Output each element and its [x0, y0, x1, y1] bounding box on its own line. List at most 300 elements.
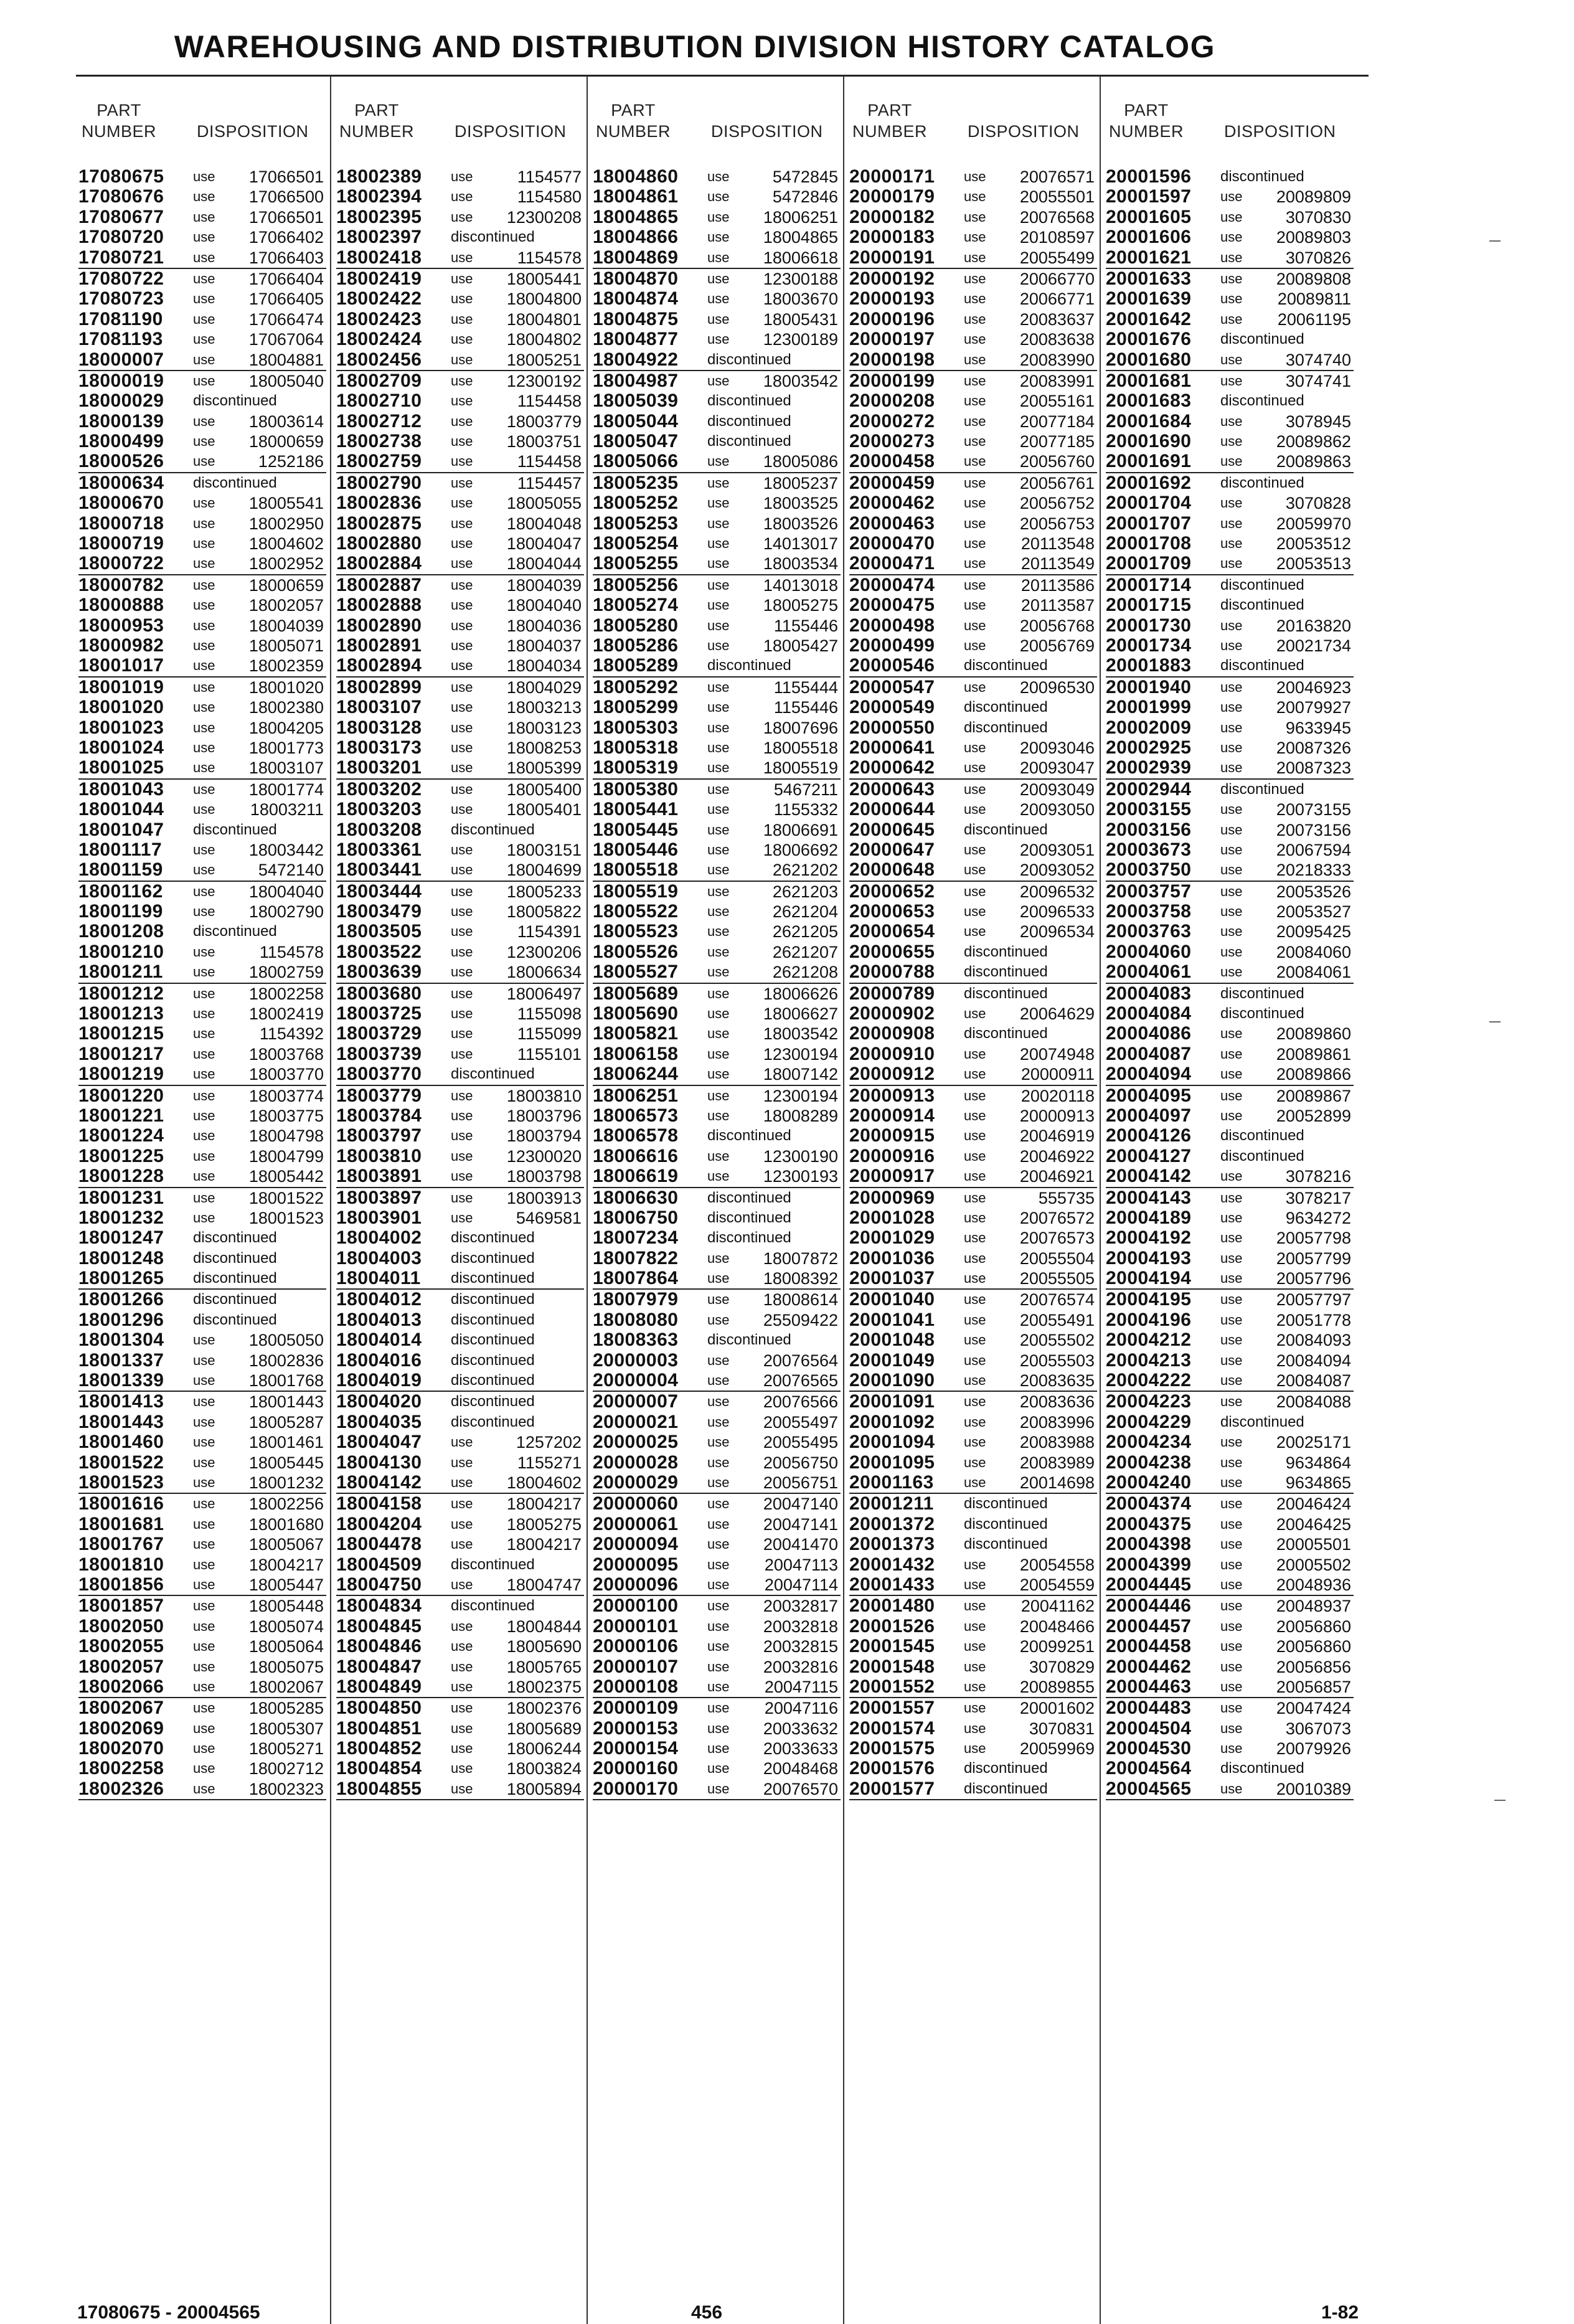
use-label: use [193, 597, 215, 613]
catalog-row [336, 1392, 584, 1412]
part-number: 18001159 [78, 859, 163, 881]
replacement-part-number: 20053512 [1276, 534, 1351, 554]
part-number: 18000029 [78, 390, 164, 412]
replacement-part-number: 3078216 [1285, 1167, 1351, 1186]
use-label: use [964, 1475, 986, 1490]
catalog-row [593, 1208, 841, 1228]
part-number: 18004854 [336, 1758, 422, 1779]
catalog-row [1106, 942, 1354, 962]
replacement-part-number: 3070828 [1285, 494, 1351, 513]
use-label: use [964, 1128, 986, 1144]
part-number: 20000459 [849, 472, 935, 493]
catalog-row [593, 697, 841, 717]
replacement-part-number: 20055501 [1019, 187, 1095, 207]
use-label: use [707, 475, 730, 491]
part-number: 18004012 [336, 1289, 422, 1310]
use-label: use [707, 495, 730, 511]
disposition-header: DISPOSITION [1224, 122, 1336, 141]
use-label: use [707, 679, 730, 695]
part-number: 20001940 [1106, 676, 1192, 697]
use-label: use [707, 883, 730, 899]
replacement-part-number: 20048936 [1276, 1575, 1351, 1594]
catalog-row [1106, 534, 1354, 554]
replacement-part-number: 18001232 [248, 1473, 324, 1492]
part-number: 20000193 [849, 288, 935, 309]
part-number: 18004509 [336, 1554, 422, 1575]
catalog-row [849, 738, 1097, 758]
catalog-row [593, 1004, 841, 1024]
part-number: 18002887 [336, 574, 422, 595]
part-number: 18007979 [593, 1289, 679, 1310]
part-number: 20000029 [593, 1472, 679, 1493]
use-label: use [964, 249, 986, 265]
use-label: use [193, 883, 215, 899]
replacement-part-number: 20093047 [1019, 758, 1095, 778]
part-number: 18004852 [336, 1738, 422, 1759]
part-number: 17080722 [78, 268, 164, 289]
use-label: use [451, 904, 473, 920]
part-number: 18004047 [336, 1432, 422, 1453]
use-label: use [707, 964, 730, 980]
part-number: 18001443 [78, 1411, 164, 1432]
replacement-part-number: 18005251 [506, 350, 582, 369]
disposition-discontinued: discontinued [964, 699, 1048, 716]
replacement-part-number: 20076564 [763, 1351, 838, 1370]
use-label: use [707, 1434, 730, 1450]
part-number: 18001523 [78, 1472, 164, 1493]
use-label: use [193, 719, 215, 735]
part-number: 18004020 [336, 1391, 422, 1412]
replacement-part-number: 18004799 [248, 1146, 324, 1166]
catalog-row [593, 1330, 841, 1350]
replacement-part-number: 20047140 [763, 1495, 838, 1514]
part-number: 20001692 [1106, 472, 1192, 493]
catalog-row [849, 1412, 1097, 1432]
part-number: 17080676 [78, 186, 164, 207]
catalog-row [849, 167, 1097, 187]
use-label: use [193, 1678, 215, 1694]
part-number: 20001094 [849, 1432, 935, 1453]
catalog-row [336, 1617, 584, 1637]
use-label: use [964, 1678, 986, 1694]
part-number: 18004014 [336, 1330, 422, 1351]
catalog-row [336, 575, 584, 595]
disposition-discontinued: discontinued [193, 1249, 277, 1267]
use-label: use [964, 923, 986, 940]
use-label: use [451, 577, 473, 593]
catalog-row [1106, 1392, 1354, 1412]
catalog-row [1106, 1759, 1354, 1778]
column-separator [1100, 76, 1101, 2324]
catalog-row [1106, 1208, 1354, 1228]
catalog-row [1106, 248, 1354, 269]
replacement-part-number: 18005275 [506, 1514, 582, 1534]
catalog-row [849, 1617, 1097, 1637]
catalog-row [78, 902, 326, 922]
catalog-row [1106, 860, 1354, 881]
replacement-part-number: 20089862 [1276, 432, 1351, 451]
part-number: 20001545 [849, 1636, 935, 1657]
use-label: use [964, 781, 986, 797]
catalog-row [849, 1657, 1097, 1677]
use-label: use [193, 1332, 215, 1348]
catalog-row [78, 391, 326, 411]
replacement-part-number: 18002323 [248, 1779, 324, 1798]
part-number: 18001024 [78, 737, 164, 758]
use-label: use [451, 331, 473, 347]
catalog-row [849, 678, 1097, 697]
catalog-row [336, 616, 584, 636]
replacement-part-number: 20089808 [1276, 269, 1351, 288]
part-number: 18001221 [78, 1105, 164, 1126]
catalog-row [78, 1473, 326, 1494]
use-label: use [451, 372, 473, 389]
use-label: use [1220, 189, 1243, 205]
replacement-part-number: 20053513 [1276, 554, 1351, 574]
use-label: use [1220, 1434, 1243, 1450]
part-number: 20001090 [849, 1370, 935, 1391]
use-label: use [1220, 964, 1243, 980]
catalog-row [593, 1596, 841, 1616]
disposition-discontinued: discontinued [964, 1515, 1048, 1533]
use-label: use [193, 862, 215, 878]
use-label: use [707, 577, 730, 593]
part-number: 18002456 [336, 349, 422, 370]
replacement-part-number: 18003151 [506, 840, 582, 859]
catalog-row [593, 1392, 841, 1412]
replacement-part-number: 18008392 [763, 1269, 838, 1288]
use-label: use [451, 699, 473, 716]
catalog-row [593, 1351, 841, 1371]
use-label: use [451, 862, 473, 878]
part-number: 18001413 [78, 1391, 164, 1412]
number-header: NUMBER [852, 122, 927, 141]
catalog-row [593, 1290, 841, 1310]
catalog-row [1106, 432, 1354, 451]
part-number: 18002419 [336, 268, 422, 289]
catalog-row [593, 391, 841, 411]
catalog-row [849, 493, 1097, 513]
catalog-row [336, 1412, 584, 1432]
use-label: use [707, 1292, 730, 1308]
use-label: use [707, 1372, 730, 1389]
replacement-part-number: 18003526 [763, 514, 838, 533]
catalog-column [78, 167, 326, 1800]
use-label: use [1220, 862, 1243, 878]
replacement-part-number: 20020118 [1020, 1086, 1095, 1105]
replacement-part-number: 20051778 [1276, 1310, 1351, 1330]
use-label: use [707, 1700, 730, 1716]
use-label: use [451, 841, 473, 857]
catalog-row [336, 1534, 584, 1554]
replacement-part-number: 1155098 [517, 1004, 582, 1024]
replacement-part-number: 20099251 [1019, 1637, 1095, 1656]
replacement-part-number: 20032815 [763, 1637, 838, 1656]
catalog-row [336, 432, 584, 451]
catalog-row [593, 1719, 841, 1739]
catalog-row [1106, 1290, 1354, 1310]
use-label: use [451, 1209, 473, 1226]
use-label: use [1220, 1780, 1243, 1797]
part-number: 18002397 [336, 227, 422, 248]
replacement-part-number: 20073156 [1276, 820, 1351, 839]
catalog-row [336, 269, 584, 289]
catalog-row [336, 1290, 584, 1310]
replacement-part-number: 20000911 [1020, 1065, 1095, 1084]
replacement-part-number: 20056769 [1019, 636, 1095, 655]
replacement-part-number: 20113549 [1020, 554, 1095, 574]
catalog-row [849, 800, 1097, 820]
replacement-part-number: 20084094 [1276, 1351, 1351, 1370]
replacement-part-number: 18005822 [506, 902, 582, 922]
use-label: use [1220, 453, 1243, 470]
catalog-row [78, 1208, 326, 1228]
part-number: 20001708 [1106, 533, 1192, 554]
catalog-row [849, 882, 1097, 902]
replacement-part-number: 20059969 [1019, 1739, 1095, 1759]
replacement-part-number: 18004801 [506, 309, 582, 329]
use-label: use [193, 1598, 215, 1614]
part-number: 20001037 [849, 1268, 935, 1289]
catalog-row [336, 882, 584, 902]
part-number: 20004213 [1106, 1349, 1192, 1371]
catalog-row [849, 1514, 1097, 1534]
catalog-row [1106, 1657, 1354, 1677]
catalog-row [78, 616, 326, 636]
catalog-row [78, 800, 326, 820]
replacement-part-number: 18005442 [248, 1167, 324, 1186]
catalog-row [336, 1351, 584, 1371]
use-label: use [707, 739, 730, 755]
part-number: 18002891 [336, 635, 422, 656]
catalog-row [1106, 1004, 1354, 1024]
catalog-row [1106, 1514, 1354, 1534]
use-label: use [451, 985, 473, 1001]
replacement-part-number: 18004798 [248, 1127, 324, 1146]
catalog-row [849, 942, 1097, 962]
replacement-part-number: 20057797 [1276, 1290, 1351, 1310]
part-number: 20000101 [593, 1615, 679, 1637]
replacement-part-number: 20087326 [1276, 738, 1351, 757]
part-number: 18003770 [336, 1064, 422, 1085]
use-label: use [1220, 1230, 1243, 1246]
part-number: 18002423 [336, 308, 422, 329]
part-number: 18005066 [593, 451, 679, 472]
disposition-discontinued: discontinued [1220, 597, 1304, 614]
replacement-part-number: 18004802 [506, 330, 582, 349]
replacement-part-number: 20084061 [1276, 963, 1351, 982]
use-label: use [1220, 923, 1243, 940]
part-number: 20000179 [849, 186, 935, 207]
catalog-row [336, 1188, 584, 1208]
part-number: 20004445 [1106, 1574, 1192, 1595]
part-number: 20000463 [849, 513, 935, 534]
catalog-row [336, 207, 584, 227]
replacement-part-number: 18002836 [248, 1351, 324, 1370]
use-label: use [707, 904, 730, 920]
use-label: use [964, 1046, 986, 1062]
part-number: 18001232 [78, 1207, 164, 1228]
use-label: use [193, 1414, 215, 1430]
part-number: 20001730 [1106, 615, 1192, 636]
replacement-part-number: 20054559 [1019, 1575, 1095, 1594]
part-number: 20000917 [849, 1166, 935, 1187]
disposition-discontinued: discontinued [451, 1291, 535, 1308]
use-label: use [193, 1107, 215, 1123]
part-number: 20001526 [849, 1615, 935, 1637]
part-number: 20004374 [1106, 1493, 1192, 1514]
part-number: 18000634 [78, 472, 164, 493]
use-label: use [451, 1026, 473, 1042]
replacement-part-number: 20055497 [763, 1412, 838, 1432]
use-label: use [451, 679, 473, 695]
part-number: 20000154 [593, 1738, 679, 1759]
part-number: 18004851 [336, 1717, 422, 1739]
catalog-row [593, 1371, 841, 1392]
use-label: use [1220, 841, 1243, 857]
catalog-row [593, 1657, 841, 1677]
part-number: 20000644 [849, 799, 935, 820]
use-label: use [964, 1189, 986, 1206]
replacement-part-number: 1155332 [773, 800, 838, 820]
use-label: use [964, 331, 986, 347]
page-title: WAREHOUSING AND DISTRIBUTION DIVISION HISTORY CATALOG [174, 29, 1216, 64]
part-number: 18002418 [336, 247, 422, 268]
replacement-part-number: 20089809 [1276, 187, 1351, 207]
replacement-part-number: 20076572 [1019, 1208, 1095, 1227]
replacement-part-number: 18000659 [248, 575, 324, 595]
replacement-part-number: 2621203 [772, 882, 838, 901]
replacement-part-number: 5472140 [258, 861, 324, 880]
catalog-row [849, 1453, 1097, 1473]
use-label: use [707, 719, 730, 735]
disposition-discontinued: discontinued [193, 821, 277, 838]
catalog-row [1106, 1617, 1354, 1637]
catalog-row [78, 1146, 326, 1166]
number-header: NUMBER [595, 122, 671, 141]
replacement-part-number: 18006691 [763, 820, 838, 839]
replacement-part-number: 17066500 [248, 187, 324, 207]
catalog-row [336, 1575, 584, 1596]
catalog-row [593, 329, 841, 349]
part-number: 18001224 [78, 1125, 164, 1146]
use-label: use [964, 1352, 986, 1368]
replacement-part-number: 20033632 [763, 1719, 838, 1738]
catalog-row [336, 962, 584, 983]
use-label: use [707, 1394, 730, 1410]
use-label: use [707, 536, 730, 552]
catalog-row [1106, 1432, 1354, 1452]
use-label: use [964, 169, 986, 184]
replacement-part-number: 5472845 [772, 168, 838, 186]
use-label: use [964, 515, 986, 531]
replacement-part-number: 1155446 [773, 698, 838, 717]
disposition-discontinued: discontinued [964, 821, 1048, 838]
replacement-part-number: 20084088 [1276, 1392, 1351, 1412]
catalog-row [849, 371, 1097, 391]
use-label: use [1220, 515, 1243, 531]
catalog-row [1106, 329, 1354, 349]
replacement-part-number: 12300020 [506, 1146, 582, 1166]
catalog-row [849, 1637, 1097, 1656]
part-number: 18002875 [336, 513, 422, 534]
use-label: use [1220, 1352, 1243, 1368]
footer-range: 17080675 - 20004565 [77, 2302, 260, 2323]
replacement-part-number: 20093052 [1019, 861, 1095, 880]
use-label: use [193, 372, 215, 389]
disposition-discontinued: discontinued [1220, 1147, 1304, 1164]
part-number: 20001040 [849, 1289, 935, 1310]
catalog-row [593, 514, 841, 534]
replacement-part-number: 3067073 [1285, 1719, 1351, 1738]
catalog-row [336, 1432, 584, 1452]
replacement-part-number: 20041162 [1020, 1597, 1095, 1616]
part-number: 18001681 [78, 1513, 164, 1534]
use-label: use [1220, 1536, 1243, 1552]
catalog-row [593, 800, 841, 820]
catalog-row [593, 1432, 841, 1452]
part-number: 18003901 [336, 1207, 422, 1228]
catalog-row [1106, 984, 1354, 1004]
replacement-part-number: 12300189 [763, 330, 838, 349]
use-label: use [193, 1434, 215, 1450]
catalog-row [593, 167, 841, 187]
use-label: use [707, 1536, 730, 1552]
catalog-row [336, 758, 584, 779]
replacement-part-number: 20046424 [1276, 1495, 1351, 1514]
replacement-part-number: 18004217 [506, 1535, 582, 1554]
replacement-part-number: 20053527 [1276, 902, 1351, 922]
catalog-row [849, 473, 1097, 493]
replacement-part-number: 18003442 [248, 840, 324, 859]
replacement-part-number: 20052899 [1276, 1106, 1351, 1125]
part-number: 18004860 [593, 166, 679, 187]
replacement-part-number: 18005448 [248, 1597, 324, 1616]
part-number: 20000653 [849, 901, 935, 922]
disposition-discontinued: discontinued [964, 1536, 1048, 1553]
part-number: 18003479 [336, 901, 422, 922]
replacement-part-number: 18005441 [506, 269, 582, 288]
catalog-row [849, 656, 1097, 677]
use-label: use [451, 475, 473, 491]
catalog-row [78, 227, 326, 247]
replacement-part-number: 18007872 [763, 1249, 838, 1268]
part-number: 20004095 [1106, 1085, 1192, 1106]
replacement-part-number: 18006251 [763, 207, 838, 227]
replacement-part-number: 18000659 [248, 432, 324, 451]
replacement-part-number: 17066474 [248, 309, 324, 329]
part-number: 20000912 [849, 1064, 935, 1085]
catalog-row [593, 1166, 841, 1188]
part-number: 18002738 [336, 431, 422, 452]
catalog-row [1106, 473, 1354, 493]
part-number: 18001225 [78, 1145, 164, 1166]
use-label: use [451, 536, 473, 552]
catalog-row [336, 678, 584, 697]
part-number: 20001575 [849, 1738, 935, 1759]
replacement-part-number: 18004047 [506, 534, 582, 554]
catalog-row [1106, 962, 1354, 983]
use-label: use [193, 1780, 215, 1797]
use-label: use [707, 821, 730, 838]
part-number: 18005319 [593, 757, 679, 778]
catalog-row [78, 780, 326, 800]
use-label: use [964, 475, 986, 491]
part-number: 18002057 [78, 1656, 164, 1677]
use-label: use [1220, 291, 1243, 307]
part-number: 18002890 [336, 615, 422, 636]
replacement-part-number: 18003751 [506, 432, 582, 451]
